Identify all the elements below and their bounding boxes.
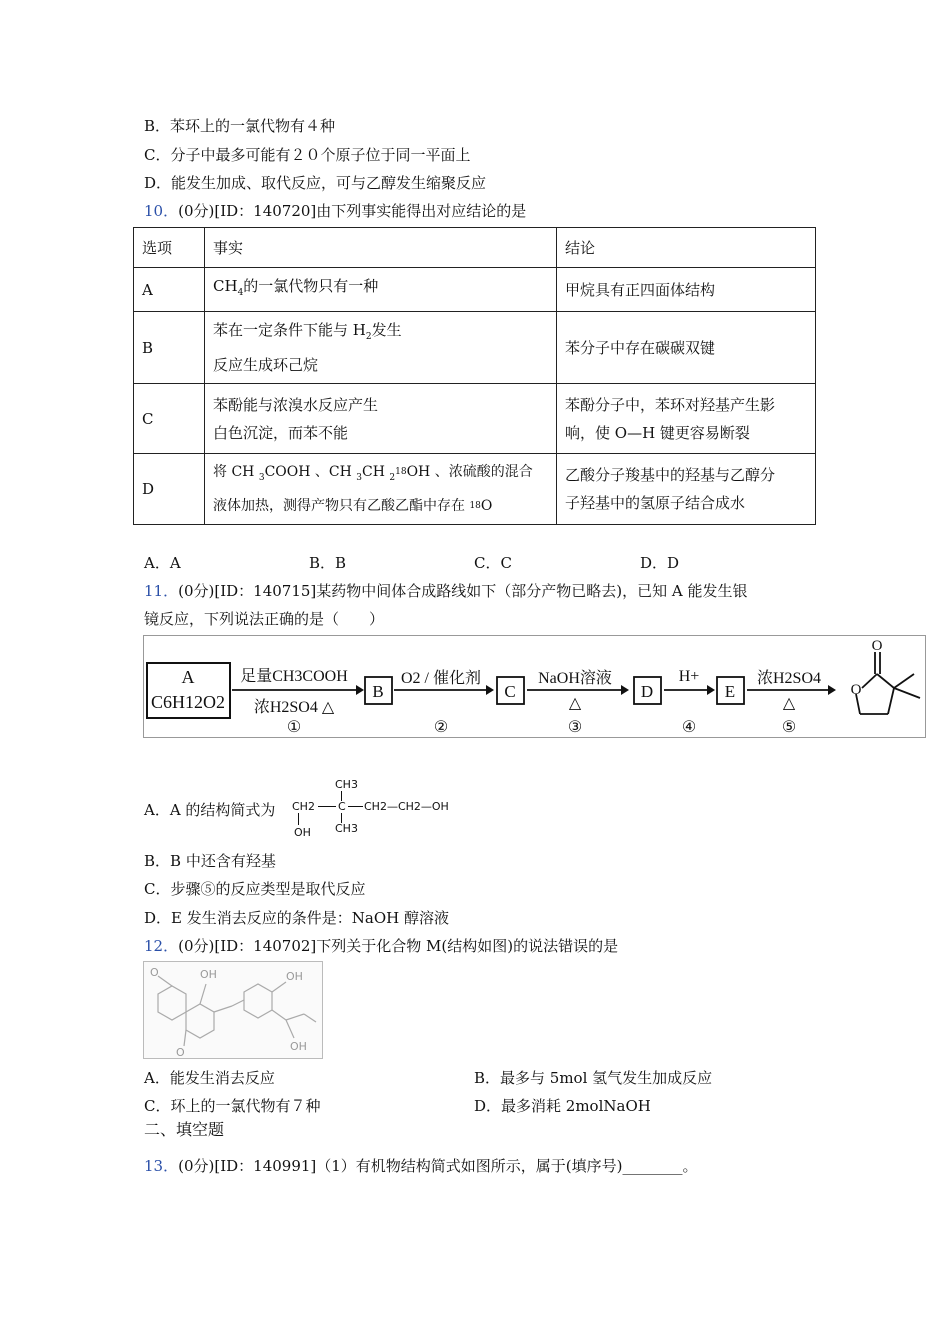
- q10-number: 10．: [144, 202, 179, 220]
- q12-number: 12．: [144, 937, 179, 955]
- row-fact: 苯酚能与浓溴水反应产生 白色沉淀，而苯不能: [205, 384, 557, 454]
- q10-options: [144, 553, 679, 573]
- q9-option-d: D．能发生加成、取代反应，可与乙醇发生缩聚反应: [144, 174, 487, 192]
- table-header-fact: 事实: [205, 228, 557, 268]
- node-a-label: A: [181, 667, 195, 687]
- node-e: E: [724, 682, 736, 701]
- q10-text: (0分)[ID：140720]由下列事实能得出对应结论的是: [178, 202, 527, 220]
- step5-condition: △: [782, 695, 796, 712]
- row-fact: 苯在一定条件下能与 $H_2$发生 反应生成环己烷: [205, 312, 557, 384]
- row-option: B: [134, 312, 205, 384]
- q13-number: 13．: [144, 1157, 179, 1175]
- row-conclusion: 乙酸分子羧基中的羟基与乙醇分 子羟基中的氢原子结合成水: [557, 454, 816, 525]
- compound-m-structure: [143, 961, 323, 1059]
- node-a-formula: C6H12O2: [150, 692, 226, 712]
- table-header-row: [134, 228, 816, 268]
- step4-number: ④: [681, 719, 697, 736]
- q12-stem: [144, 936, 618, 956]
- table-row: [134, 312, 816, 384]
- q12-option-b: B．最多与 5mol 氢气发生加成反应: [474, 1069, 713, 1087]
- row-fact: 将 CH $_3$COOH 、CH $_3$CH $_2^{18}$OH 、浓硫酸的混合 液体加热，测得产物只有乙酸乙酯中存在 $^{18}$O: [205, 454, 557, 525]
- step1-condition: 浓H2SO4 △: [253, 699, 335, 716]
- table-row: [134, 384, 816, 454]
- svg-text:O: O: [176, 1046, 185, 1058]
- row-conclusion: 苯分子中存在碳碳双键: [557, 312, 816, 384]
- q11-option-d: D．E 发生消去反应的条件是：NaOH 醇溶液: [144, 909, 449, 927]
- step5-reagent: 浓H2SO4: [756, 670, 822, 687]
- q10-option-a: A．A: [144, 554, 181, 572]
- q11-option-b: B．B 中还含有羟基: [144, 852, 276, 870]
- row-conclusion: 甲烷具有正四面体结构: [557, 268, 816, 312]
- q12-text: (0分)[ID：140702]下列关于化合物 M(结构如图)的说法错误的是: [178, 937, 619, 955]
- q11-number: 11．: [144, 582, 179, 600]
- svg-text:O: O: [150, 966, 159, 979]
- step1-number: ①: [286, 719, 302, 736]
- step4-reagent: H+: [678, 668, 700, 685]
- section-heading: 二、填空题: [144, 1120, 225, 1139]
- table-header-option: 选项: [134, 228, 205, 268]
- svg-text:OH: OH: [286, 970, 303, 983]
- node-d: D: [640, 682, 654, 701]
- q11-text: (0分)[ID：140715]某药物中间体合成路线如下（部分产物已略去)，已知 A 能发生银: [178, 582, 748, 600]
- step3-condition: △: [568, 695, 582, 712]
- synthesis-route-diagram: [143, 635, 926, 738]
- step5-number: ⑤: [781, 719, 797, 736]
- q12-option-d: D．最多消耗 2molNaOH: [474, 1097, 651, 1115]
- row-option: D: [134, 454, 205, 525]
- step1-reagent: 足量CH3COOH: [240, 668, 348, 685]
- q9-option-b: B．苯环上的一氯代物有４种: [144, 117, 336, 135]
- q11-option-a: A．A 的结构简式为: [144, 801, 276, 819]
- table-row: [134, 454, 816, 525]
- q13-stem: [144, 1156, 698, 1176]
- svg-text:O: O: [850, 682, 862, 698]
- q11-option-a-structure: CH3 CH2 C CH2—CH2—OH CH3 OH: [292, 778, 449, 839]
- table-header-conclusion: 结论: [557, 228, 816, 268]
- row-option: C: [134, 384, 205, 454]
- q10-option-c: C．C: [474, 554, 512, 572]
- node-b: B: [372, 682, 384, 701]
- row-option: A: [134, 268, 205, 312]
- lactone-product-structure: [856, 652, 920, 714]
- svg-text:O: O: [871, 638, 883, 654]
- q12-option-a: A．能发生消去反应: [144, 1069, 275, 1087]
- q11-stem-cont: 镜反应，下列说法正确的是（ ）: [144, 610, 385, 628]
- step3-reagent: NaOH溶液: [538, 670, 612, 687]
- q11-stem: [144, 581, 747, 601]
- q10-facts-table: [133, 227, 816, 525]
- node-c: C: [504, 682, 516, 701]
- q12-option-c: C．环上的一氯代物有７种: [144, 1097, 321, 1115]
- row-conclusion: 苯酚分子中，苯环对羟基产生影 响，使 O—H 键更容易断裂: [557, 384, 816, 454]
- q10-option-b: B．B: [309, 554, 347, 572]
- q9-option-c: C．分子中最多可能有２０个原子位于同一平面上: [144, 146, 471, 164]
- svg-text:OH: OH: [290, 1040, 307, 1053]
- q13-text: (0分)[ID：140991]（1）有机物结构简式如图所示，属于(填序号)________。: [178, 1157, 698, 1175]
- step2-number: ②: [433, 719, 449, 736]
- step3-number: ③: [567, 719, 583, 736]
- row-fact: $CH_4$的一氯代物只有一种: [205, 268, 557, 312]
- q11-option-c: C．步骤⑤的反应类型是取代反应: [144, 880, 366, 898]
- table-row: [134, 268, 816, 312]
- q10-stem: [144, 201, 526, 221]
- q10-option-d: D．D: [640, 554, 680, 572]
- svg-text:OH: OH: [200, 968, 217, 981]
- step2-reagent: O2 / 催化剂: [400, 670, 482, 687]
